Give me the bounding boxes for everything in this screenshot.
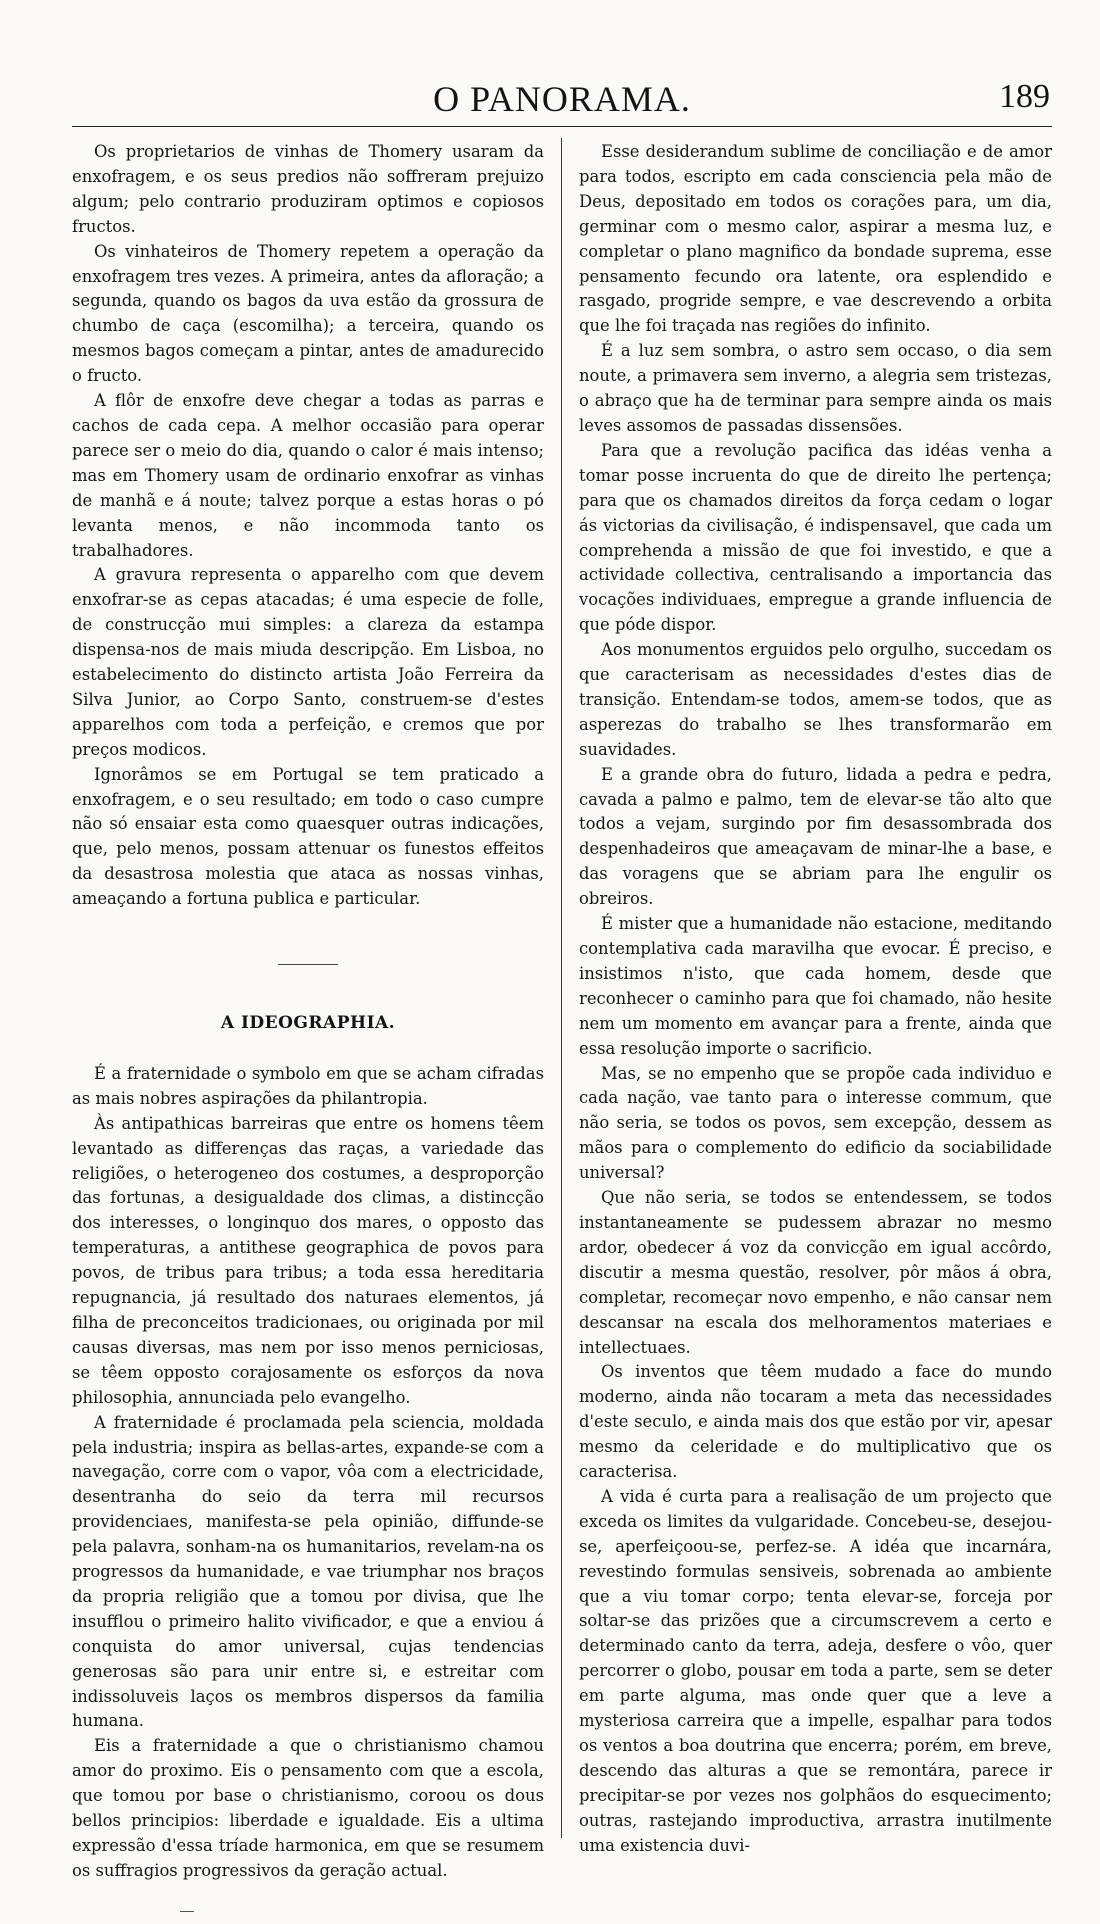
paragraph: É mister que a humanidade não estacione, meditando contemplativa cada maravilha que evocar. É preciso, e insistimos n'isto, que cada homem, desde que reconhecer o caminho para que foi chamado, não hesite nem um momento em avançar para a frente, ainda que essa resolução importe o sacrificio.	[579, 914, 1052, 1058]
right-column	[579, 140, 1052, 1859]
footer-mark	[180, 1911, 194, 1912]
publication-title: O PANORAMA.	[433, 79, 691, 119]
paragraph: Aos monumentos erguidos pelo orgulho, succedam os que caracterisam as necessidades d'estes dias de transição. Entendam-se todos, amem-se todos, que as asperezas do trabalho se lhes transformarão em suavidades.	[579, 640, 1052, 759]
paragraph: Para que a revolução pacifica das idéas venha a tomar posse incruenta do que de direito lhe pertença; para que os chamados direitos da força cedam o logar ás victorias da civilisação, é indispensavel, que cada um comprehenda a missão de que foi investido, e que a actividade collectiva, centralisando a importancia das vocações individuaes, empregue a grande influencia de que póde dispor.	[579, 440, 1052, 635]
paragraph: Esse desiderandum sublime de conciliação e de amor para todos, escripto em cada consciencia pela mão de Deus, depositado em todos os corações para, um dia, germinar com o mesmo calor, aspirar a mesma luz, e completar o plano magnifico da bondade suprema, esse pensamento fecundo ora latente, ora esplendido e rasgado, progride sempre, e vae descrevendo a orbita que lhe foi traçada nas regiões do infinito.	[579, 142, 1052, 336]
header-rule	[72, 126, 1052, 127]
paragraph: A fraternidade é proclamada pela sciencia, moldada pela industria; inspira as bellas-artes, expande-se com a navegação, corre com o vapor, vôa com a electricidade, desentranha do seio da terra mil recursos providenciaes, manifesta-se pela opinião, diffunde-se pela palavra, sonham-na os humanitarios, revelam-na os progressos da humanidade, e vae triumphar nos braços da propria religião que a tomou por divisa, que lhe insufflou o primeiro halito vivificador, e que a enviou á conquista do amor universal, cujas tendencias generosas são para unir entre si, e estreitar com indissoluveis laços os membros dispersos da familia humana.	[72, 1412, 544, 1731]
paragraph: Os vinhateiros de Thomery repetem a operação da enxofragem tres vezes. A primeira, antes da afloração; a segunda, quando os bagos da uva estão da grossura de chumbo de caça (escomilha); a terceira, quando os mesmos bagos começam a pintar, antes de amadurecido o fructo.	[72, 241, 544, 386]
section-heading: A IDEOGRAPHIA.	[220, 1013, 396, 1033]
paragraph: A vida é curta para a realisação de um projecto que exceda os limites da vulgaridade. Concebeu-se, desejou-se, aperfeiçoou-se, perfez-se. A idéa que incarnára, revestindo formulas sensiveis, sobrenada ao ambiente que a viu tomar corpo; tenta elevar-se, forceja por soltar-se das prizões que a circumscrevem a certo e determinado canto da terra, adeja, desfere o vôo, quer percorrer o globo, pousar em toda a parte, sem se deter em parte alguma, mas onde quer que a leve a mysteriosa carreira que a impelle, espalhar para todos os ventos a boa doutrina que encerra; porém, em breve, descendo das alturas a que se remontára, parece ir precipitar-se por vezes nos golphãos do esquecimento; outras, rastejando improductiva, arrastra inutilmente uma existencia duvi-	[579, 1486, 1052, 1855]
paragraph: Os inventos que têem mudado a face do mundo moderno, ainda não tocaram a meta das necessidades d'este seculo, e ainda mais dos que estão por vir, apesar mesmo da celeridade e do multiplicativo que os caracterisa.	[579, 1362, 1052, 1482]
left-column	[72, 140, 544, 1884]
paragraph: Que não seria, se todos se entendessem, se todos instantaneamente se pudessem abrazar no mesmo ardor, obedecer á voz da convicção em igual accôrdo, discutir a mesma questão, resolver, pôr mãos á obra, completar, recomeçar novo empenho, e não cansar nem descansar na escala dos melhoramentos materiaes e intellectuaes.	[579, 1188, 1052, 1357]
newspaper-page	[72, 78, 1052, 1888]
paragraph: Mas, se no empenho que se propõe cada individuo e cada nação, vae tanto para o interesse commum, que não seria, se todos os povos, sem excepção, dessem as mãos para o complemento do edificio da sociabilidade universal?	[579, 1063, 1052, 1183]
column-divider	[561, 138, 562, 1838]
page-header	[72, 78, 1052, 130]
paragraph: Ignorâmos se em Portugal se tem praticado a enxofragem, e o seu resultado; em todo o caso cumpre não só ensaiar esta como quaesquer outras indicações, que, pelo menos, possam attenuar os funestos effeitos da desastrosa molestia que ataca as nossas vinhas, ameaçando a fortuna publica e particular.	[72, 764, 544, 909]
paragraph: Os proprietarios de vinhas de Thomery usaram da enxofragem, e os seus predios não soffreram prejuizo algum; pelo contrario produziram optimos e copiosos fructos.	[72, 142, 544, 236]
paragraph: A gravura representa o apparelho com que devem enxofrar-se as cepas atacadas; é uma especie de folle, de construcção mui simples: a clareza da estampa dispensa-nos de mais miuda descripção. Em Lisboa, no estabelecimento do distincto artista João Ferreira da Silva Junior, ao Corpo Santo, construem-se d'estes apparelhos com toda a perfeição, e cremos que por preços modicos.	[72, 565, 544, 759]
paragraph: É a luz sem sombra, o astro sem occaso, o dia sem noute, a primavera sem inverno, a alegria sem tristezas, o abraço que ha de terminar para sempre ainda os mais leves assomos de passadas dissensões.	[579, 341, 1052, 435]
paragraph: A flôr de enxofre deve chegar a todas as parras e cachos de cada cepa. A melhor occasião para operar parece ser o meio do dia, quando o calor é mais intenso; mas em Thomery usam de ordinario enxofrar as vinhas de manhã e á noute; talvez porque a estas horas o pó levanta menos, e não incommoda tanto os trabalhadores.	[72, 391, 544, 560]
paragraph: E a grande obra do futuro, lidada a pedra e pedra, cavada a palmo e palmo, tem de elevar-se tão alto que todos a vejam, surgindo por fim desassombrada dos despenhadeiros que ameaçavam de minar-lhe a base, e das voragens que se abriam para lhe engulir os obreiros.	[579, 764, 1052, 909]
paragraph: Eis a fraternidade a que o christianismo chamou amor do proximo. Eis o pensamento com que a escola, que tomou por base o christianismo, coroou os dous bellos principios: liberdade e igualdade. Eis a ultima expressão d'essa tríade harmonica, em que se resumem os suffragios progressivos da geração actual.	[72, 1736, 544, 1880]
page-number: 189	[999, 78, 1050, 115]
paragraph: É a fraternidade o symbolo em que se acham cifradas as mais nobres aspirações da philantropia.	[72, 1063, 544, 1108]
section-separator	[72, 948, 544, 973]
paragraph: Às antipathicas barreiras que entre os homens têem levantado as differenças das raças, a variedade das religiões, o heterogeneo dos costumes, a desproporção das fortunas, a desigualdade dos climas, a distincção dos interesses, o longinquo dos mares, o opposto das temperaturas, a antithese geographica de povos para povos, de tribus para tribus; a toda essa hereditaria repugnancia, já resultado dos naturaes elementos, já filha de preconceitos tradicionaes, ou originada por mil causas diversas, mas nem por isso menos perniciosas, se têem opposto corajosamente os esforços da nova philosophia, annunciada pelo evangelho.	[72, 1113, 544, 1407]
